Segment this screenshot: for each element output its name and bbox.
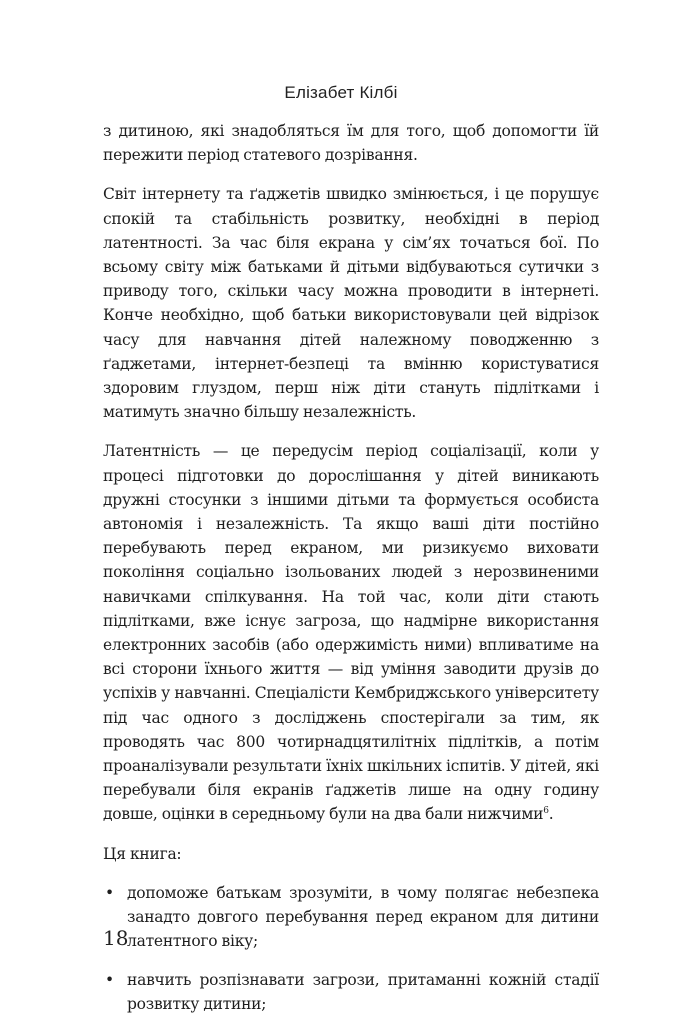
list-item-text: навчить розпізнавати загрози, притаманні кожній стадії розвитку дитини; xyxy=(127,970,599,1013)
paragraph-this-book: Ця книга: xyxy=(103,844,182,863)
paragraph-latency-text: Латентність — це передусім період соціалізації, коли у процесі підготовки до дорослішання у дітей виникають дружні стосунки з іншими дітьми та формується особиста автономія і незалежність. Та якщо ваші діти постійно перебувають перед екраном, ми ризикуємо виховати покоління соціально ізольованих людей з нерозвиненими навичками спілкування. На той час, коли діти стають підлітками, вже існує загроза, що надмірне використання електронних засобів (або одержимість ними) впливатиме на всі сторони їхнього життя — від уміння заводити друзів до успіхів у навчанні. Спеціалісти Кембриджського університету під час одного з досліджень спостерігали за тим, як проводять час 800 чотирнадцятилітніх підлітків, а потім проаналізували результати їхніх шкільних іспитів. У дітей, які перебували біля екранів ґаджетів лише на одну годину довше, оцінки в середньому були на два бали нижчими xyxy=(103,442,599,824)
paragraph-continued: з дитиною, які знадобляться їм для того, щоб допомогти їй пережити період статевого дозрівання. xyxy=(103,122,599,165)
paragraph-internet-gadgets: Світ інтернету та ґаджетів швидко змінюється, і це порушує спокій та стабільність розвитку, необхідні в період латентності. За час біля екрана у сім’ях точаться бої. По всьому світу між батьками й дітьми відбуваються сутички з приводу того, скільки часу можна проводити в інтернеті. Конче необхідно, щоб батьки використовували цей відрізок часу для навчання дітей належному поводженню з ґаджетами, інтернет-безпеці та вмінню користуватися здоровим глуздом, перш ніж діти стануть підлітками і матимуть значно більшу незалежність. xyxy=(103,185,599,422)
paragraph-latency-socialization: Латентність — це передусім період соціалізації, коли у процесі підготовки до дорослішання у дітей виникають дружні стосунки з іншими дітьми та формується особиста автономія і незалежність. Та якщо ваші діти постійно перебувають перед екраном, ми ризикуємо виховати покоління соціально ізольованих людей з нерозвиненими навичками спілкування. На той час, коли діти стають підлітками, вже існує загроза, що надмірне використання електронних засобів (або одержимість ними) впливатиме на всі сторони їхнього життя — від уміння заводити друзів до успіхів у навчанні. Спеціалісти Кембриджського університету під час одного з досліджень спостерігали за тим, як проводять час 800 чотирнадцятилітніх підлітків, а потім проаналізували результати їхніх шкільних іспитів. У дітей, які перебували біля екранів ґаджетів лише на одну годину довше, оцінки в середньому були на два бали нижчими$^6$. xyxy=(103,442,599,824)
footnote-marker: 6 xyxy=(543,806,549,817)
book-goals-list xyxy=(103,881,599,1016)
page-number: 18 xyxy=(103,926,129,950)
list-item-text: допоможе батькам зрозуміти, в чому полягає небезпека занадто довгого перебування перед екраном для дитини латентного віку; xyxy=(127,883,599,951)
body-text xyxy=(103,119,599,1030)
running-header-author: Елізабет Кілбі xyxy=(284,83,398,102)
bullet-icon: • xyxy=(105,883,114,902)
bullet-icon: • xyxy=(105,970,114,989)
list-item xyxy=(103,968,599,1016)
list-item xyxy=(103,881,599,954)
